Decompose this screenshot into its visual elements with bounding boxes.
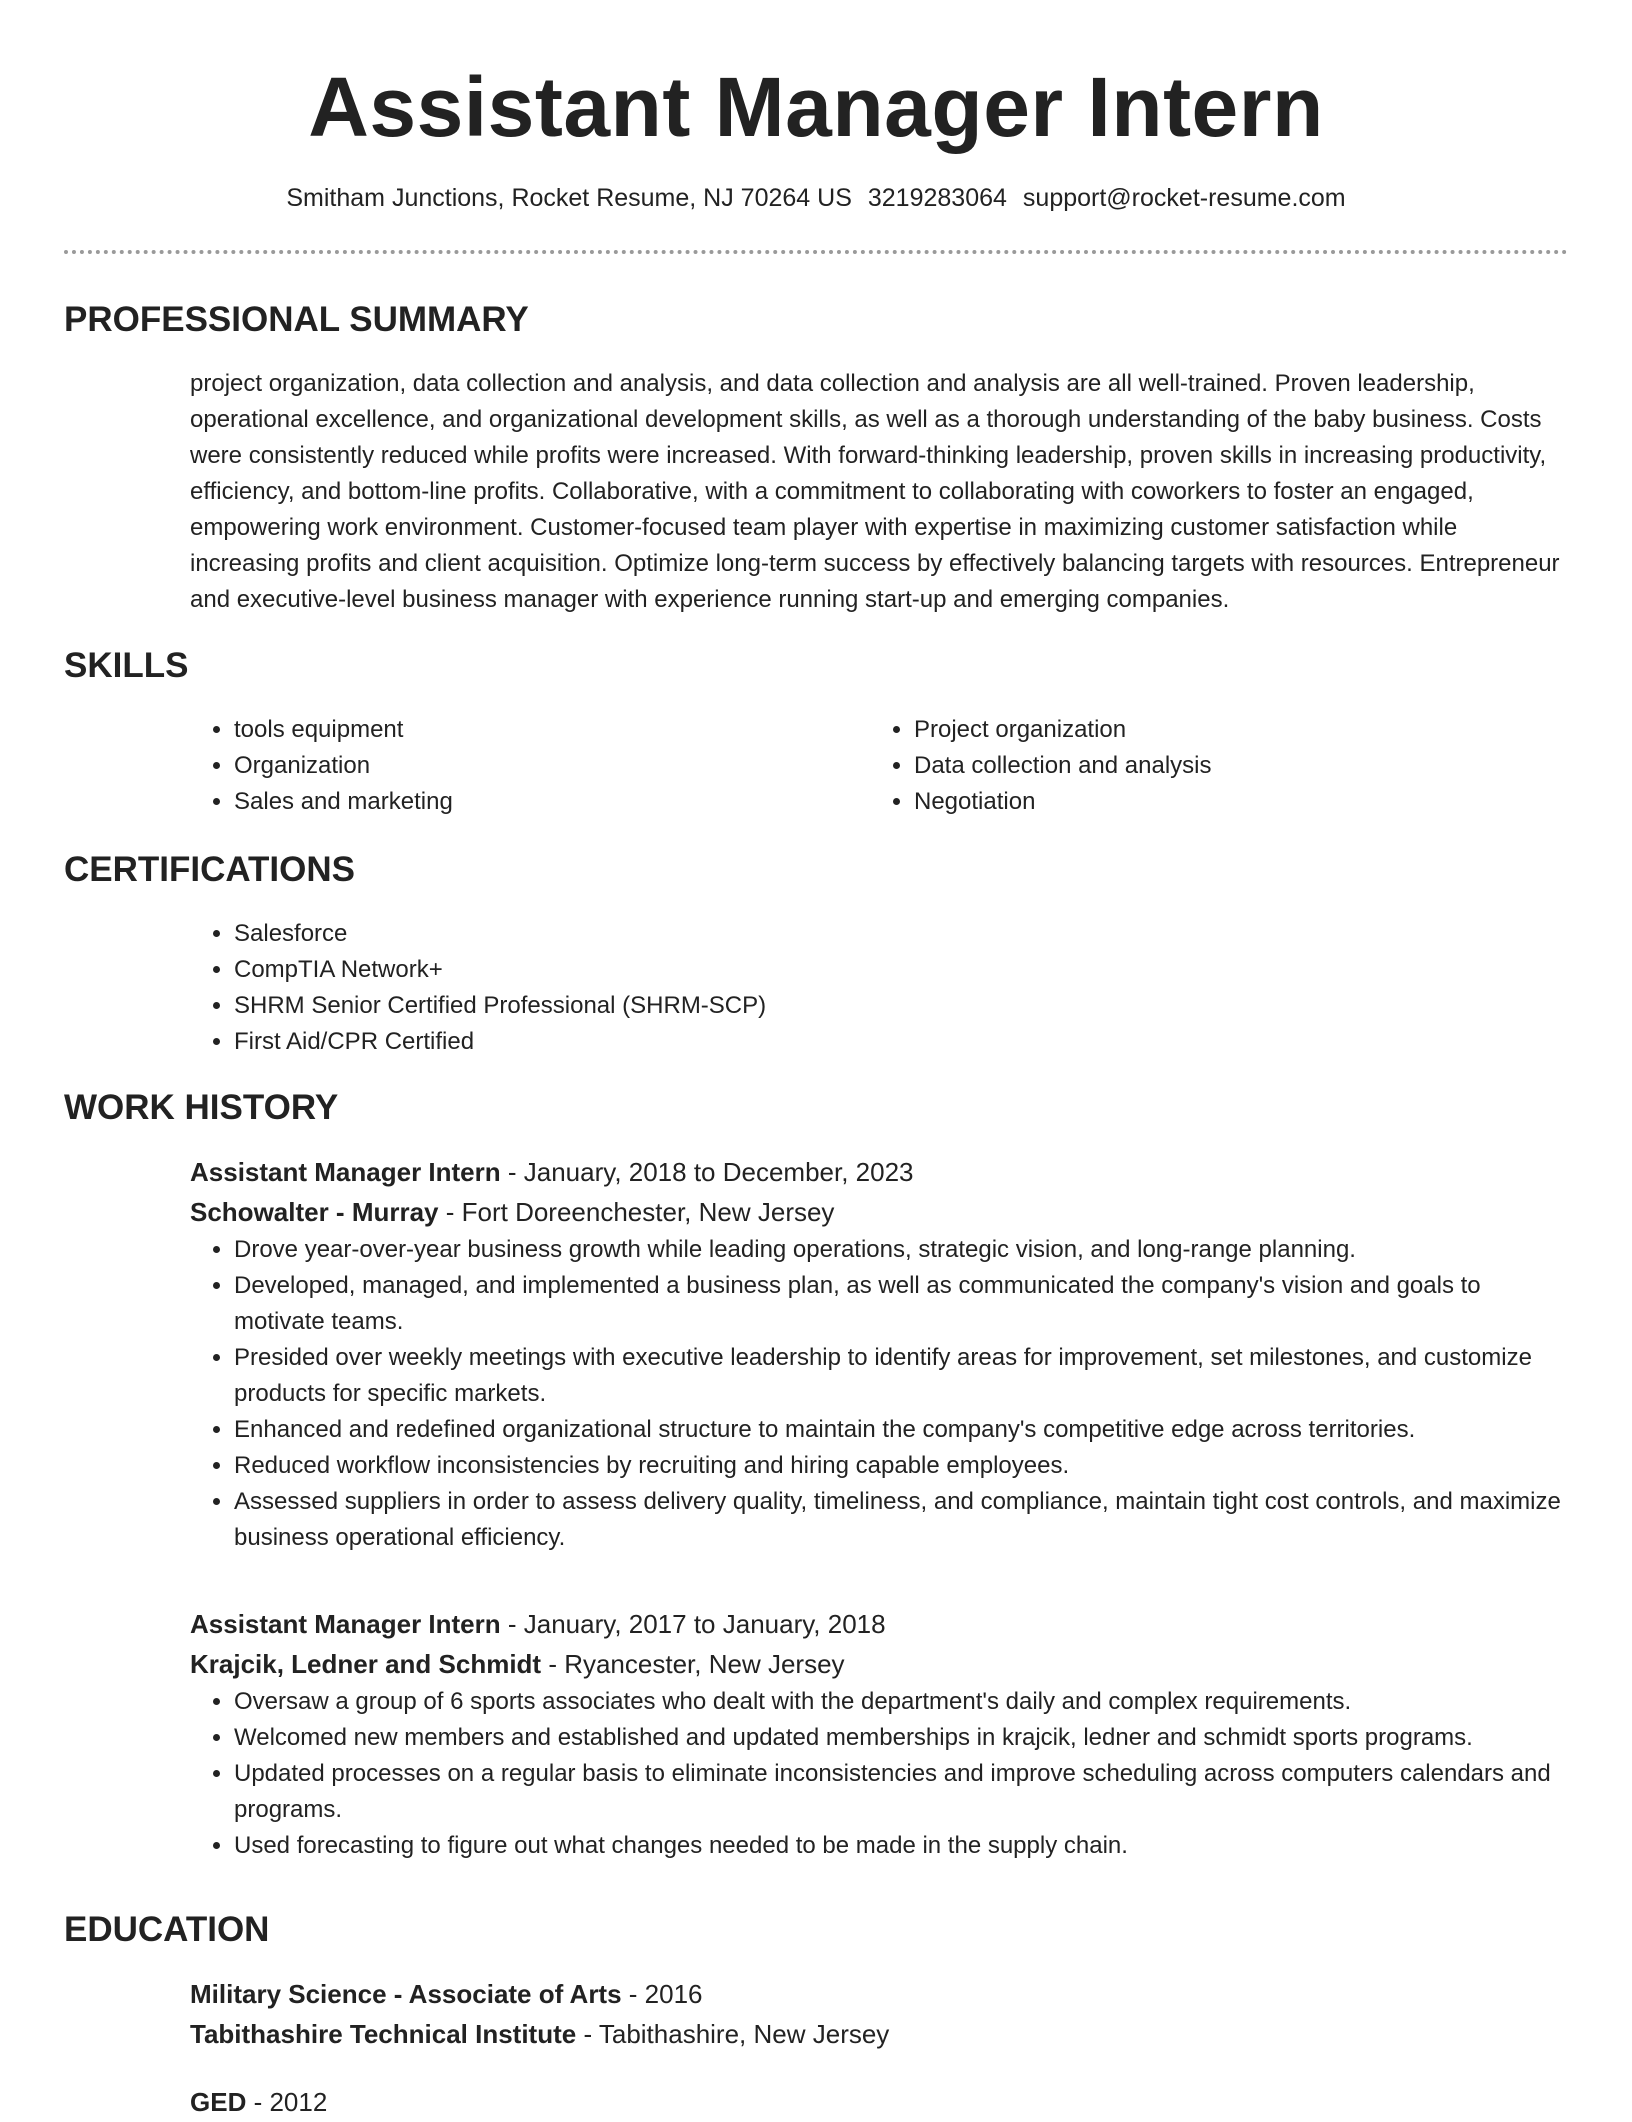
school-location: - Tabithashire, New Jersey xyxy=(576,2019,890,2049)
degree-year: - 2016 xyxy=(621,1979,703,2009)
school: Tabithashire Technical Institute xyxy=(190,2019,577,2049)
school-line xyxy=(190,2014,1562,2054)
job-bullet: • Drove year-over-year business growth while leading operations, strategic vision, and long-range planning. xyxy=(234,1232,1562,1268)
job-bullets xyxy=(190,1232,1562,1556)
skill-item: • Data collection and analysis xyxy=(914,748,1490,784)
contact-phone: 3219283064 xyxy=(867,184,1007,212)
job-bullet: • Presided over weekly meetings with executive leadership to identify areas for improvement, set milestones, and customize products for specific markets. xyxy=(234,1340,1562,1412)
job-dates: - January, 2017 to January, 2018 xyxy=(500,1609,886,1639)
job-company-line xyxy=(190,1644,1562,1684)
certification-item: • SHRM Senior Certified Professional (SHRM-SCP) xyxy=(234,988,1090,1024)
skills-left-column xyxy=(190,712,810,820)
skill-item: • tools equipment xyxy=(234,712,810,748)
summary-heading: PROFESSIONAL SUMMARY xyxy=(64,300,529,339)
work-history-heading: WORK HISTORY xyxy=(64,1088,339,1127)
job-location: - Ryancester, New Jersey xyxy=(541,1649,845,1679)
education-entry xyxy=(190,2082,1562,2122)
job-bullets xyxy=(190,1684,1562,1864)
candidate-name: Assistant Manager Intern xyxy=(308,60,1324,154)
job-company-line xyxy=(190,1192,1562,1232)
job-dates: - January, 2018 to December, 2023 xyxy=(500,1157,914,1187)
job-entry xyxy=(190,1152,1562,1556)
contact-line xyxy=(0,182,1632,214)
job-bullet: • Reduced workflow inconsistencies by recruiting and hiring capable employees. xyxy=(234,1448,1562,1484)
skill-item: • Sales and marketing xyxy=(234,784,810,820)
job-bullet: • Enhanced and redefined organizational structure to maintain the company's competitive edge across territories. xyxy=(234,1412,1562,1448)
degree-line xyxy=(190,2082,1562,2122)
degree-line xyxy=(190,1974,1562,2014)
skill-item: • Organization xyxy=(234,748,810,784)
degree: Military Science - Associate of Arts xyxy=(190,1979,622,2009)
job-title-line xyxy=(190,1152,1562,1192)
skills-heading: SKILLS xyxy=(64,646,189,685)
degree: GED xyxy=(190,2087,247,2117)
certification-item: • Salesforce xyxy=(234,916,1090,952)
skill-item: • Negotiation xyxy=(914,784,1490,820)
skill-item: • Project organization xyxy=(914,712,1490,748)
job-bullet: • Developed, managed, and implemented a business plan, as well as communicated the company's vision and goals to motivate teams. xyxy=(234,1268,1562,1340)
job-bullet: • Updated processes on a regular basis to eliminate inconsistencies and improve scheduling across computers calendars and programs. xyxy=(234,1756,1562,1828)
job-location: - Fort Doreenchester, New Jersey xyxy=(438,1197,835,1227)
job-company: Schowalter - Murray xyxy=(190,1197,439,1227)
job-title-line xyxy=(190,1604,1562,1644)
certifications-list xyxy=(190,916,1090,1060)
job-entry xyxy=(190,1604,1562,1864)
education-heading: EDUCATION xyxy=(64,1910,270,1949)
header-divider xyxy=(64,250,1568,254)
job-bullet: • Welcomed new members and established and updated memberships in krajcik, ledner and schmidt sports programs. xyxy=(234,1720,1562,1756)
contact-email: support@rocket-resume.com xyxy=(1022,184,1346,212)
job-role: Assistant Manager Intern xyxy=(190,1609,501,1639)
certification-item: • First Aid/CPR Certified xyxy=(234,1024,1090,1060)
job-bullet: • Assessed suppliers in order to assess delivery quality, timeliness, and compliance, maintain tight cost controls, and maximize business operational efficiency. xyxy=(234,1484,1562,1556)
skills-right-column xyxy=(870,712,1490,820)
job-company: Krajcik, Ledner and Schmidt xyxy=(190,1649,542,1679)
education-entry xyxy=(190,1974,1562,2054)
certifications-heading: CERTIFICATIONS xyxy=(64,850,356,889)
certification-item: • CompTIA Network+ xyxy=(234,952,1090,988)
contact-address: Smitham Junctions, Rocket Resume, NJ 70264 US xyxy=(286,184,852,212)
degree-year: - 2012 xyxy=(246,2087,328,2117)
summary-text: project organization, data collection and analysis, and data collection and analysis are all well-trained. Proven leadership, operational excellence, and organizational development skills, as well as a thorough understanding of the baby business. Costs were consistently reduced while profits were increased. With forward-thinking leadership, proven skills in increasing productivity, efficiency, and bottom-line profits. Collaborative, with a commitment to collaborating with coworkers to foster an engaged, empowering work environment. Customer-focused team player with expertise in maximizing customer satisfaction while increasing profits and client acquisition. Optimize long-term success by effectively balancing targets with resources. Entrepreneur and executive-level business manager with experience running start-up and emerging companies. xyxy=(190,370,1560,613)
job-role: Assistant Manager Intern xyxy=(190,1157,501,1187)
job-bullet: • Oversaw a group of 6 sports associates who dealt with the department's daily and complex requirements. xyxy=(234,1684,1562,1720)
job-bullet: • Used forecasting to figure out what changes needed to be made in the supply chain. xyxy=(234,1828,1562,1864)
